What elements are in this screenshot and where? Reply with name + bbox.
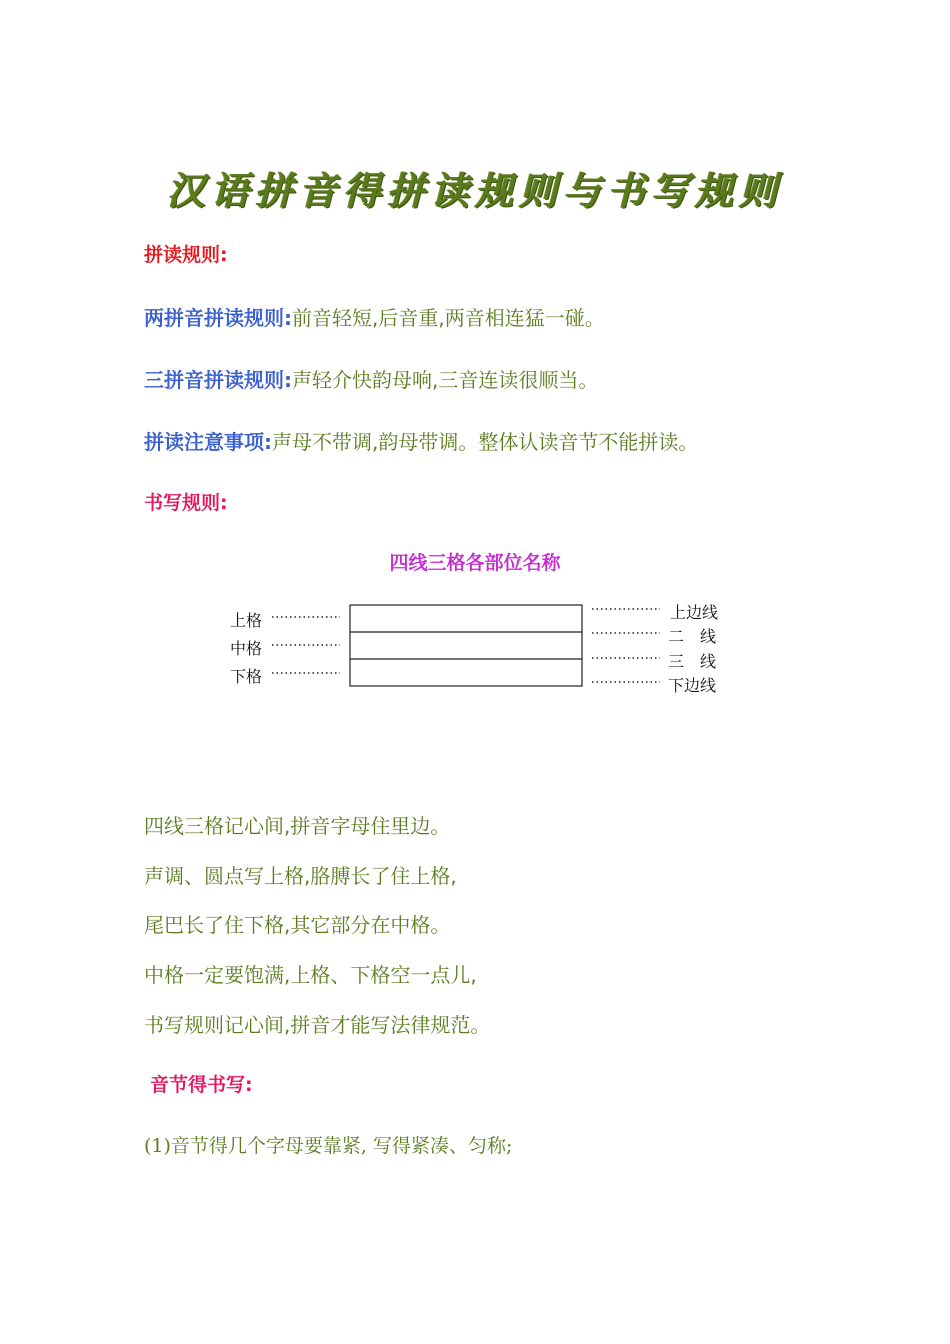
syllable-writing-heading: 音节得书写: <box>150 1074 253 1096</box>
rule-text: 声母不带调,韵母带调。整体认读音节不能拼读。 <box>272 430 699 454</box>
poem-line: 尾巴长了住下格,其它部分在中格。 <box>144 913 451 937</box>
page-title: 汉语拼音得拼读规则与书写规则 <box>166 168 783 213</box>
poem-line: 四线三格记心间,拼音字母住里边。 <box>144 814 451 838</box>
rule-text: 前音轻短,后音重,两音相连猛一碰。 <box>292 306 605 330</box>
grid-frame <box>350 605 582 686</box>
rule-label: 两拼音拼读规则: <box>144 306 292 330</box>
rule-text: 声轻介快韵母响,三音连读很顺当。 <box>292 368 599 392</box>
dotted-leaders <box>272 609 660 682</box>
poem-line: 书写规则记心间,拼音才能写法律规范。 <box>144 1013 491 1037</box>
rule-label: 三拼音拼读规则: <box>144 368 292 392</box>
writing-rules-heading: 书写规则: <box>144 492 228 514</box>
label-middle-cell: 中格 <box>230 639 263 658</box>
four-line-grid-diagram <box>220 590 740 705</box>
syllable-rule-1 <box>144 1131 512 1158</box>
label-second-line: 二 线 <box>668 627 717 646</box>
label-upper-cell: 上格 <box>230 611 263 630</box>
poem-line: 中格一定要饱满,上格、下格空一点儿, <box>144 963 477 987</box>
label-lower-cell: 下格 <box>230 667 263 686</box>
rule-two-syllable <box>144 302 605 331</box>
rule-notes <box>144 426 698 455</box>
label-bottom-line: 下边线 <box>668 676 717 695</box>
poem-line: 声调、圆点写上格,胳膊长了住上格, <box>144 864 457 888</box>
label-third-line: 三 线 <box>668 652 717 671</box>
label-top-line: 上边线 <box>670 603 719 622</box>
spelling-rules-heading: 拼读规则: <box>144 244 228 266</box>
rule-number: (1) <box>144 1135 171 1157</box>
rule-three-syllable <box>144 364 598 393</box>
grid-lines <box>350 605 582 686</box>
diagram-title: 四线三格各部位名称 <box>389 552 561 574</box>
rule-label: 拼读注意事项: <box>144 430 272 454</box>
rule-text: 音节得几个字母要靠紧, 写得紧凑、匀称; <box>170 1135 513 1157</box>
